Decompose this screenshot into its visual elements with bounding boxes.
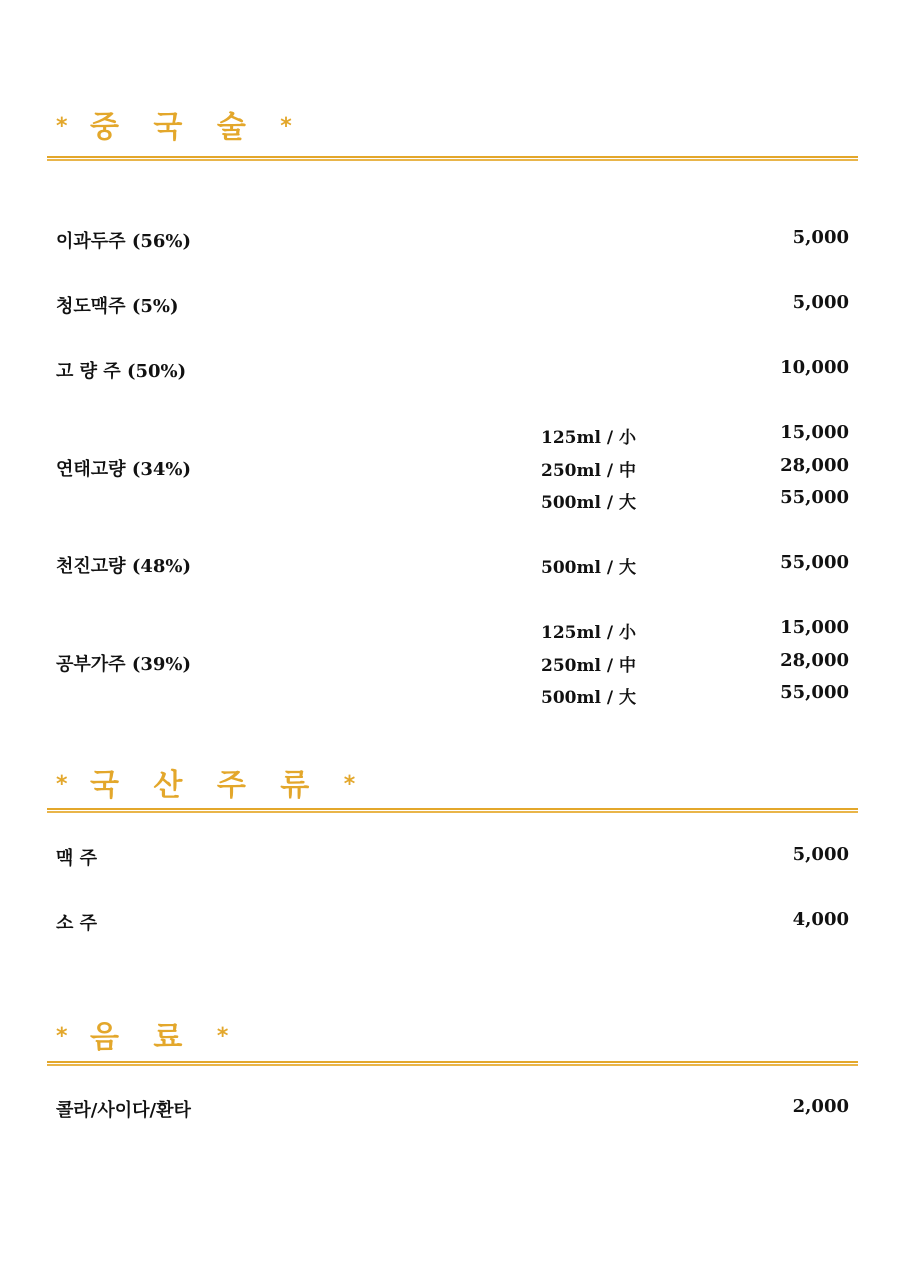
menu-item-price: 15,000	[780, 617, 849, 638]
menu-item-price: 55,000	[780, 552, 849, 573]
menu-item-name: 청도맥주 (5%)	[56, 296, 179, 317]
menu-item-size: 250ml / 中	[541, 656, 636, 676]
star-right: *	[280, 114, 292, 139]
star-right: *	[216, 1024, 229, 1049]
menu-item-size: 500ml / 大	[541, 558, 636, 578]
menu-item-name: 콜라/사이다/환타	[56, 1100, 191, 1121]
menu-item-name: 천진고량 (48%)	[56, 556, 192, 577]
menu-item-size: 250ml / 中	[541, 461, 636, 481]
star-left: *	[56, 1024, 68, 1049]
section-divider	[47, 156, 858, 161]
menu-item-name: 맥 주	[56, 848, 98, 869]
section-divider	[47, 808, 858, 813]
section-title-text: 중 국 술	[89, 110, 258, 145]
menu-item-price: 2,000	[792, 1096, 849, 1117]
menu-item-price: 55,000	[780, 682, 849, 703]
star-right: *	[343, 772, 356, 797]
menu-item-size: 125ml / 小	[541, 623, 636, 643]
menu-item-price: 10,000	[780, 357, 849, 378]
section-title-text: 국 산 주 류	[89, 768, 322, 803]
section-divider	[47, 1061, 858, 1066]
menu-item-name: 소 주	[56, 913, 98, 934]
menu-item-size: 125ml / 小	[541, 428, 636, 448]
menu-item-price: 28,000	[780, 455, 849, 476]
section-title-beverages	[56, 1012, 228, 1056]
menu-item-price: 5,000	[792, 844, 849, 865]
menu-item-size: 500ml / 大	[541, 688, 636, 708]
section-title-domestic-liquor	[56, 760, 355, 804]
section-title-text: 음 료	[89, 1020, 195, 1055]
menu-item-price: 5,000	[792, 292, 849, 313]
menu-item-name: 고 량 주 (50%)	[56, 361, 187, 382]
menu-item-size: 500ml / 大	[541, 493, 636, 513]
menu-item-price: 15,000	[780, 422, 849, 443]
menu-item-price: 5,000	[792, 227, 849, 248]
menu-item-price: 55,000	[780, 487, 849, 508]
star-left: *	[56, 772, 68, 797]
menu-item-price: 4,000	[792, 909, 849, 930]
menu-item-name: 연태고량 (34%)	[56, 459, 192, 480]
menu-item-price: 28,000	[780, 650, 849, 671]
section-title-chinese-liquor	[56, 102, 292, 146]
menu-item-name: 공부가주 (39%)	[56, 654, 192, 675]
star-left: *	[56, 114, 68, 139]
menu-item-name: 이과두주 (56%)	[56, 231, 192, 252]
